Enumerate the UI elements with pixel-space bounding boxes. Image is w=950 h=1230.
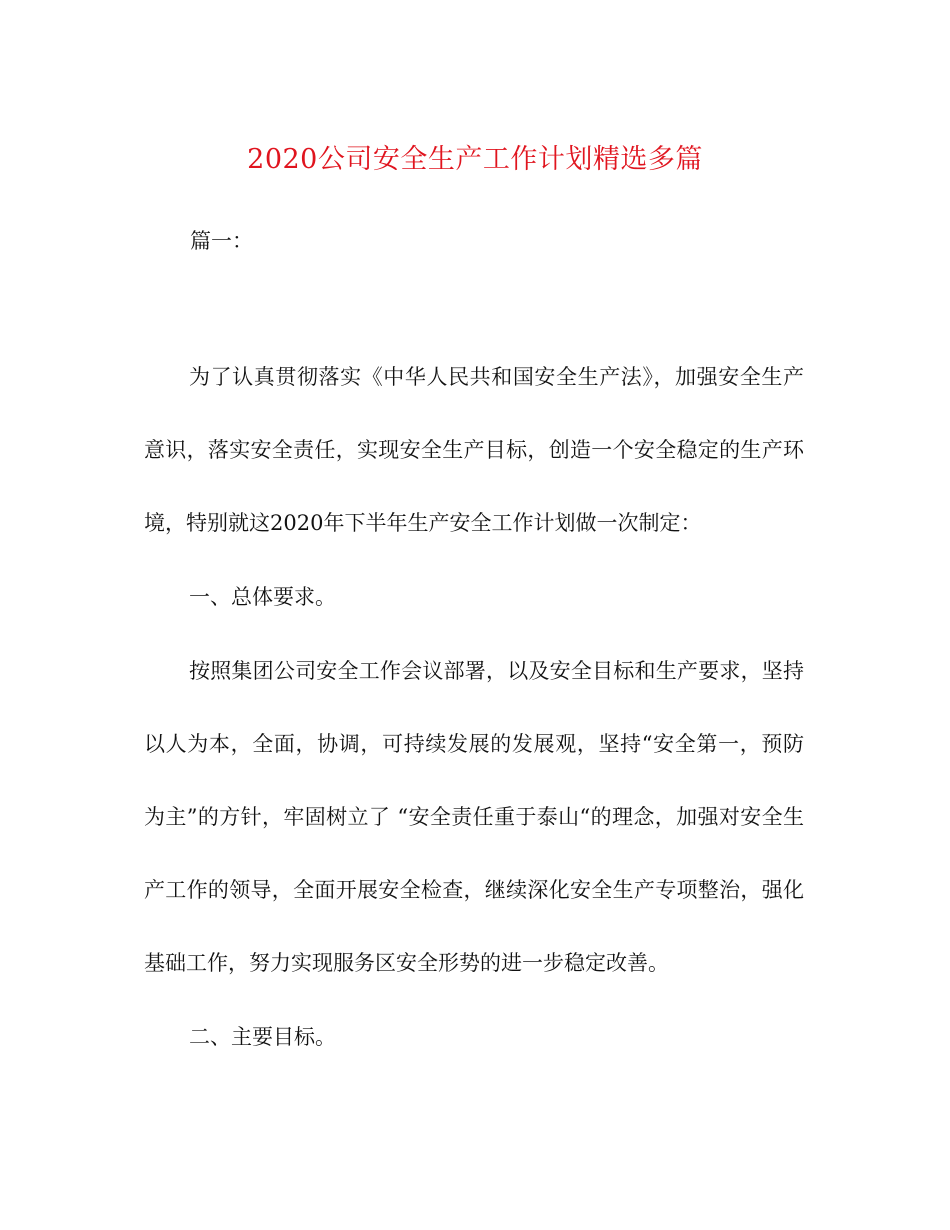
document-body — [144, 362, 804, 1096]
paragraph-intro: 为了认真贯彻落实《中华人民共和国安全生产法》，加强安全生产意识，落实安全责任，实现安全生产目标，创造一个安全稳定的生产环境，特别就这2020年下半年生产安全工作计划做一次制定： — [144, 365, 804, 535]
paragraph-heading-main-goals: 二、主要目标。 — [189, 1025, 336, 1049]
paragraph-heading-general-requirements: 一、总体要求。 — [189, 585, 336, 609]
section-heading: 篇一： — [190, 229, 253, 253]
document-title: 2020公司安全生产工作计划精选多篇 — [247, 144, 703, 175]
paragraph-general-requirements: 按照集团公司安全工作会议部署，以及安全目标和生产要求，坚持以人为本，全面，协调，可持续发展的发展观，坚持“安全第一，预防为主”的方针，牢固树立了 “安全责任重于泰山“的理念，加强对安全生产工作的领导，全面开展安全检查，继续深化安全生产专项整治，强化基础工作，努力实现服务区安全形势的进一步稳定改善。 — [144, 659, 804, 975]
